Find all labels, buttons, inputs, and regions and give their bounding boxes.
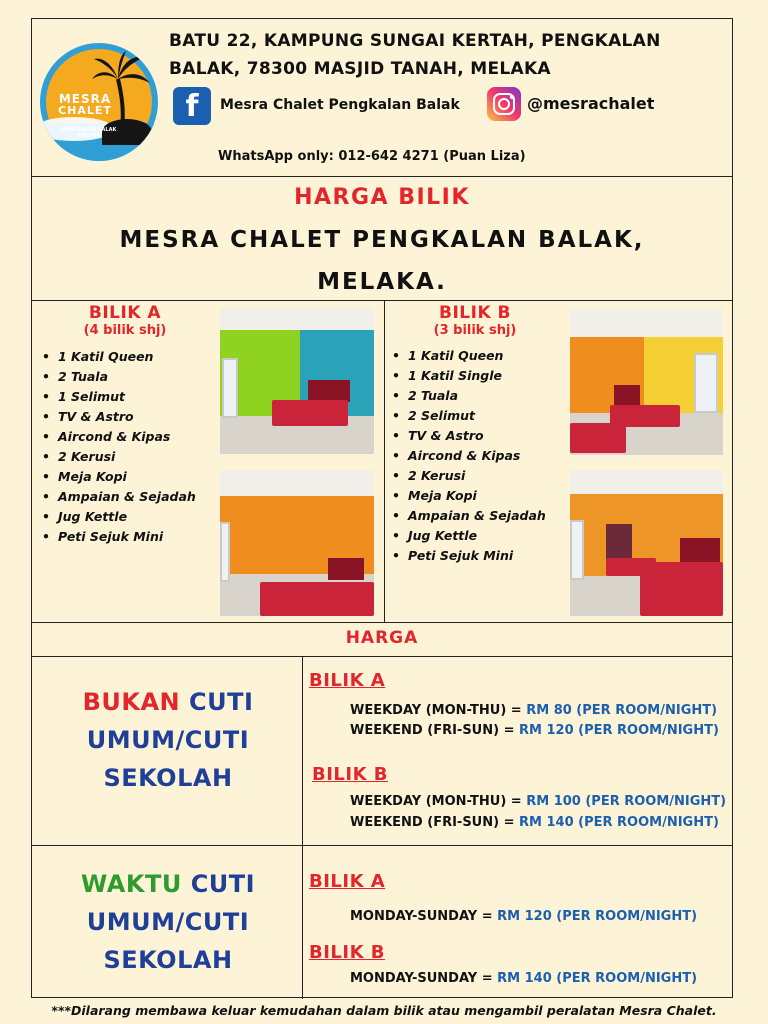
holiday-label-word-2: CUTI [190, 870, 256, 898]
room-a-title: BILIK A [88, 303, 162, 323]
normal-label-word-2: CUTI [189, 688, 254, 716]
weekday-price: RM 80 (PER ROOM/NIGHT) [526, 703, 718, 718]
amenity-item: • 2 Tuala [392, 386, 546, 406]
logo-name-line2: CHALET [58, 104, 112, 117]
address-line-2: BALAK, 78300 MASJID TANAH, MELAKA [169, 59, 551, 79]
holiday-price: RM 120 (PER ROOM/NIGHT) [497, 909, 698, 924]
whatsapp-contact: WhatsApp only: 012-642 4271 (Puan Liza) [218, 149, 526, 164]
holiday-label-word-1: WAKTU [80, 870, 182, 898]
page-title-line-2: MELAKA. [317, 269, 447, 295]
holiday-room-b-title: BILIK B [309, 942, 386, 963]
room-a-count: (4 bilik shj) [83, 323, 167, 338]
weekend-label: WEEKEND (FRI-SUN) = [350, 815, 519, 830]
amenity-item: • 2 Kerusi [42, 447, 196, 467]
amenity-item: • 2 Selimut [392, 406, 546, 426]
page-title [32, 219, 732, 303]
amenity-item: • Jug Kettle [42, 507, 196, 527]
logo-subtitle: PENGKALAN BALAK MELAKA [61, 127, 117, 139]
holiday-room-a-price [350, 907, 697, 927]
weekend-price: RM 120 (PER ROOM/NIGHT) [519, 723, 719, 738]
room-b-count: (3 bilik shj) [433, 323, 517, 338]
divider [32, 656, 732, 657]
room-a-photo-2 [220, 470, 374, 616]
footnote: ***Dilarang membawa keluar kemudahan dalam bilik atau mengambil peralatan Mesra Chalet. [51, 1003, 717, 1018]
normal-room-a-weekend [350, 721, 719, 741]
divider [32, 845, 732, 846]
holiday-label-line-3: SEKOLAH [103, 946, 233, 974]
amenity-item: • 1 Katil Single [392, 366, 546, 386]
normal-label-line-3: SEKOLAH [103, 764, 233, 792]
amenity-item: • Peti Sejuk Mini [392, 546, 546, 566]
amenity-item: • TV & Astro [42, 407, 196, 427]
room-b-title: BILIK B [439, 303, 511, 323]
normal-room-b-weekday [350, 792, 726, 812]
holiday-label-line-2: UMUM/CUTI [86, 908, 250, 936]
poster-frame [31, 18, 733, 998]
divider [32, 176, 732, 177]
room-b-photo-2 [570, 470, 723, 616]
amenity-item: • Meja Kopi [42, 467, 196, 487]
holiday-room-a-title: BILIK A [309, 871, 386, 892]
divider [384, 300, 385, 622]
holiday-price: RM 140 (PER ROOM/NIGHT) [497, 971, 698, 986]
palm-tree-icon [92, 51, 152, 131]
normal-label-word-1: BUKAN [82, 688, 181, 716]
amenity-item: • Meja Kopi [392, 486, 546, 506]
weekday-label: WEEKDAY (MON-THU) = [350, 703, 527, 718]
instagram-link[interactable]: @mesrachalet [527, 94, 655, 113]
holiday-period-label [32, 865, 304, 979]
room-price-heading: HARGA BILIK [294, 185, 470, 210]
divider [32, 300, 732, 301]
holiday-label: MONDAY-SUNDAY = [350, 909, 498, 924]
amenity-item: • 2 Kerusi [392, 466, 546, 486]
weekend-label: WEEKEND (FRI-SUN) = [350, 723, 519, 738]
amenity-item: • Aircond & Kipas [42, 427, 196, 447]
amenity-item: • 1 Katil Queen [42, 347, 196, 367]
normal-room-a-title: BILIK A [309, 670, 386, 691]
amenity-item: • TV & Astro [392, 426, 546, 446]
amenity-item: • Jug Kettle [392, 526, 546, 546]
address [169, 27, 661, 83]
address-line-1: BATU 22, KAMPUNG SUNGAI KERTAH, PENGKALAN [169, 31, 661, 51]
amenity-item: • 1 Katil Queen [392, 346, 546, 366]
page-title-line-1: MESRA CHALET PENGKALAN BALAK, [119, 227, 645, 253]
logo-name-line1: MESRA [58, 92, 112, 106]
room-b-amenities [392, 346, 546, 566]
weekday-label: WEEKDAY (MON-THU) = [350, 794, 527, 809]
amenity-item: • Ampaian & Sejadah [42, 487, 196, 507]
weekend-price: RM 140 (PER ROOM/NIGHT) [519, 815, 719, 830]
amenity-item: • 2 Tuala [42, 367, 196, 387]
facebook-link[interactable]: Mesra Chalet Pengkalan Balak [220, 97, 460, 113]
amenity-item: • Aircond & Kipas [392, 446, 546, 466]
mesra-chalet-logo [40, 43, 158, 161]
amenity-item: • 1 Selimut [42, 387, 196, 407]
amenity-item: • Ampaian & Sejadah [392, 506, 546, 526]
weekday-price: RM 100 (PER ROOM/NIGHT) [526, 794, 727, 809]
normal-period-label [32, 683, 304, 797]
amenity-item: • Peti Sejuk Mini [42, 527, 196, 547]
room-b-photo-1 [570, 309, 723, 455]
room-a-amenities [42, 347, 196, 547]
instagram-icon[interactable] [487, 87, 521, 121]
holiday-label: MONDAY-SUNDAY = [350, 971, 498, 986]
holiday-room-b-price [350, 969, 697, 989]
normal-room-a-weekday [350, 701, 717, 721]
normal-room-b-title: BILIK B [312, 764, 389, 785]
normal-room-b-weekend [350, 813, 719, 833]
facebook-icon[interactable]: f [173, 87, 211, 125]
price-heading: HARGA [345, 628, 419, 648]
room-a-photo-1 [220, 308, 374, 454]
normal-label-line-2: UMUM/CUTI [86, 726, 250, 754]
